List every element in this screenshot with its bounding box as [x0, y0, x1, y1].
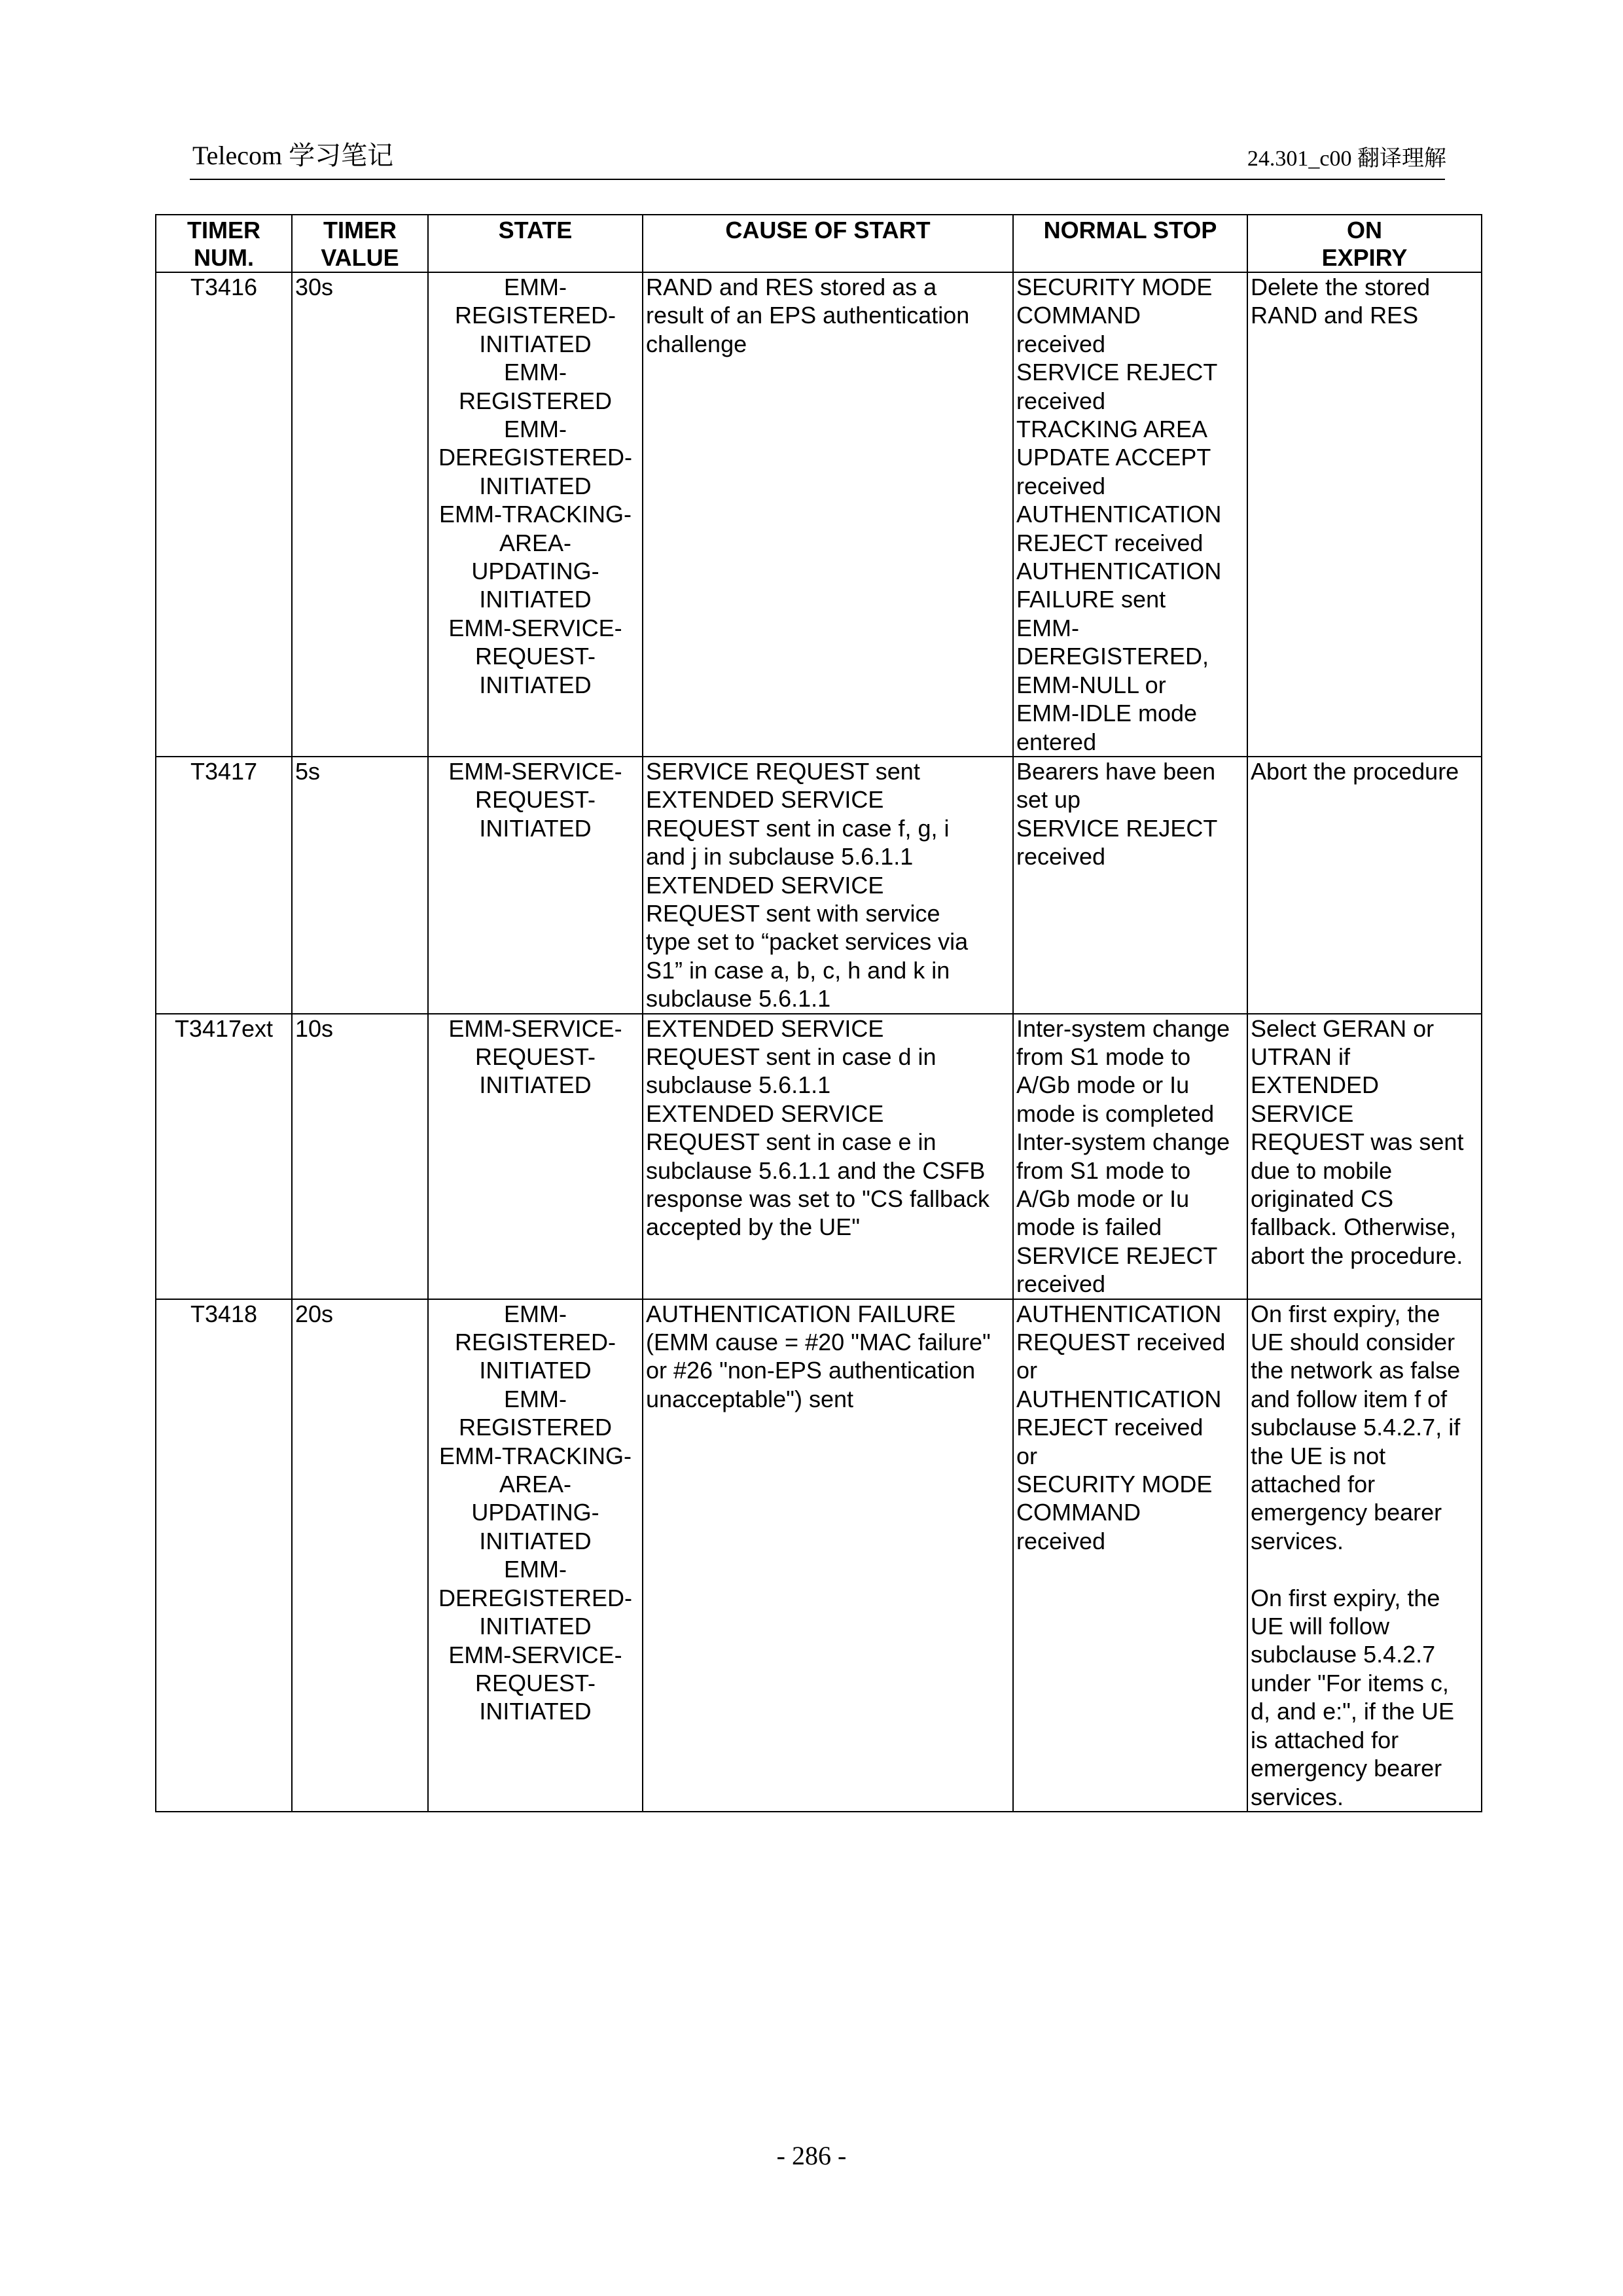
cell-line: UTRAN if [1251, 1043, 1350, 1070]
cell-line: set up [1016, 786, 1081, 814]
header-line: ON [1347, 217, 1382, 243]
cell-line: REQUEST was sent [1251, 1128, 1464, 1156]
cell-line: INITIATED [479, 1613, 592, 1640]
timer-value-header [292, 215, 428, 272]
cell-line: REJECT received [1016, 1414, 1204, 1441]
cell-line: received [1016, 1527, 1106, 1554]
cell-line: result of an EPS authentication [646, 302, 970, 329]
cell-line: received [1016, 472, 1106, 499]
cell-line: REJECT received [1016, 529, 1204, 556]
cell-line: EMM-IDLE mode [1016, 700, 1198, 727]
cell-line: UPDATE ACCEPT [1016, 444, 1211, 471]
cell-line: EXTENDED SERVICE [646, 871, 884, 899]
cell-line: from S1 mode to [1016, 1157, 1191, 1184]
cell-line: Delete the stored [1251, 274, 1431, 300]
timer-num-cell: T3417 [156, 757, 292, 1014]
cell-line: EMM- [504, 1385, 567, 1412]
cell-line: EMM-SERVICE- [448, 614, 622, 641]
cell-line: or [1016, 1442, 1038, 1469]
cell-line: REGISTERED [458, 387, 613, 414]
cell-line: services. [1251, 1783, 1344, 1810]
cell-line: under "For items c, [1251, 1669, 1449, 1696]
cell-line: emergency bearer [1251, 1755, 1442, 1782]
cell-line: REQUEST sent in case f, g, i [646, 814, 950, 842]
cell-line: Inter-system change [1016, 1128, 1230, 1156]
cell-line: INITIATED [479, 1527, 592, 1554]
cell-line: subclause 5.6.1.1 and the CSFB [646, 1157, 986, 1184]
cell-line: received [1016, 387, 1106, 414]
table-row [156, 757, 1482, 1014]
cell-line: accepted by the UE" [646, 1213, 860, 1241]
on-expiry-cell [1247, 272, 1482, 757]
cell-line: REQUEST- [474, 786, 596, 814]
normal-stop-cell [1013, 1299, 1247, 1812]
cell-line: SECURITY MODE [1016, 274, 1213, 300]
header-line: EXPIRY [1321, 244, 1408, 271]
cause-of-start-cell [643, 1299, 1013, 1812]
cell-line: REQUEST received [1016, 1329, 1226, 1356]
cell-line: EMM- [504, 359, 567, 386]
timer-value-cell: 5s [292, 757, 428, 1014]
cell-line: SERVICE REJECT [1016, 814, 1218, 842]
cell-line: EMM- [504, 1556, 567, 1583]
cell-line: EMM- [504, 1300, 567, 1327]
header-line: TIMER [187, 217, 260, 243]
cell-line: AUTHENTICATION [1016, 501, 1222, 528]
table-body [156, 272, 1482, 1812]
cell-line: AUTHENTICATION [1016, 1385, 1222, 1412]
cell-line: INITIATED [479, 671, 592, 698]
cell-line: INITIATED [479, 1071, 592, 1099]
cell-line: SERVICE [1251, 1100, 1354, 1127]
cell-line: EMM- [504, 416, 567, 443]
cell-line: REQUEST- [474, 643, 596, 670]
timer-num-cell: T3418 [156, 1299, 292, 1812]
cell-line: REGISTERED [458, 1414, 613, 1441]
cell-line: SERVICE REQUEST sent [646, 757, 920, 785]
cell-line: EMM-SERVICE- [448, 1014, 622, 1042]
cell-line: A/Gb mode or Iu [1016, 1071, 1190, 1099]
cell-line: and j in subclause 5.6.1.1 [646, 843, 914, 870]
cell-line: (EMM cause = #20 "MAC failure" [646, 1329, 991, 1356]
timer-value-cell: 30s [292, 272, 428, 757]
cell-line: or [1016, 1357, 1038, 1384]
header-line: CAUSE OF START [725, 217, 931, 243]
table-row [156, 272, 1482, 757]
header-line: NORMAL STOP [1043, 217, 1217, 243]
on-expiry-cell [1247, 757, 1482, 1014]
cell-line: entered [1016, 728, 1097, 755]
cause-of-start-header [643, 215, 1013, 272]
cell-line: and follow item f of [1251, 1385, 1448, 1412]
cause-of-start-cell [643, 757, 1013, 1014]
cell-line: received [1016, 1270, 1106, 1298]
cell-line: REQUEST- [474, 1669, 596, 1696]
cell-line: DEREGISTERED, [1016, 643, 1209, 670]
cell-line: AUTHENTICATION [1016, 1300, 1222, 1327]
cell-line: INITIATED [479, 814, 592, 842]
cell-line: INITIATED [479, 1698, 592, 1725]
state-cell [428, 757, 643, 1014]
cell-line: DEREGISTERED- [438, 444, 633, 471]
page-number: - 286 - [776, 2141, 847, 2170]
cell-line: or #26 "non-EPS authentication [646, 1357, 976, 1384]
cell-line: EXTENDED SERVICE [646, 1014, 884, 1042]
cell-line: subclause 5.4.2.7 [1251, 1641, 1436, 1668]
cell-line: RAND and RES stored as a [646, 274, 937, 300]
normal-stop-cell [1013, 1014, 1247, 1299]
timer-num-cell: T3417ext [156, 1014, 292, 1299]
table-row [156, 1014, 1482, 1299]
cell-line: SERVICE REJECT [1016, 359, 1218, 386]
table-row [156, 1299, 1482, 1812]
cell-line: RAND and RES [1251, 302, 1419, 329]
cause-of-start-cell [643, 272, 1013, 757]
cell-line: subclause 5.6.1.1 [646, 1071, 831, 1099]
cell-line: is attached for [1251, 1726, 1399, 1753]
cell-line: EMM- [504, 274, 567, 300]
cell-line: DEREGISTERED- [438, 1584, 633, 1611]
cell-line: response was set to "CS fallback [646, 1185, 990, 1212]
cell-line: mode is failed [1016, 1213, 1162, 1241]
cell-line: On first expiry, the [1251, 1300, 1440, 1327]
cell-line: EXTENDED SERVICE [646, 786, 884, 814]
timer-value-cell: 20s [292, 1299, 428, 1812]
cell-line: emergency bearer [1251, 1499, 1442, 1526]
cell-line: abort the procedure. [1251, 1242, 1463, 1269]
cell-line: the network as false [1251, 1357, 1461, 1384]
state-cell [428, 1014, 643, 1299]
cell-line: A/Gb mode or Iu [1016, 1185, 1190, 1212]
cell-line: Abort the procedure [1251, 757, 1459, 785]
cell-line: SERVICE REJECT [1016, 1242, 1218, 1269]
cell-line: INITIATED [479, 330, 592, 357]
normal-stop-cell [1013, 272, 1247, 757]
header-line: NUM. [194, 244, 254, 271]
header-title: Telecom 学习笔记 [192, 141, 394, 170]
cell-line: REGISTERED- [454, 1329, 616, 1356]
cell-line: type set to “packet services via [646, 928, 969, 956]
cell-line: On first expiry, the [1251, 1584, 1440, 1611]
cell-line: EMM-NULL or [1016, 671, 1166, 698]
state-header [428, 215, 643, 272]
cause-of-start-cell [643, 1014, 1013, 1299]
cell-line: AUTHENTICATION FAILURE [646, 1300, 956, 1327]
state-cell [428, 1299, 643, 1812]
on-expiry-header [1247, 215, 1482, 272]
header-line: TIMER [323, 217, 397, 243]
cell-line: received [1016, 330, 1106, 357]
header-line: VALUE [321, 244, 399, 271]
cell-line: REQUEST- [474, 1043, 596, 1070]
cell-line: INITIATED [479, 586, 592, 613]
cell-line: S1” in case a, b, c, h and k in [646, 956, 950, 984]
cell-line: from S1 mode to [1016, 1043, 1191, 1070]
cell-line: the UE is not [1251, 1442, 1386, 1469]
cell-line: EMM-SERVICE- [448, 1641, 622, 1668]
header-line: STATE [498, 217, 573, 243]
cell-line: AUTHENTICATION [1016, 558, 1222, 585]
cell-line: AREA- [499, 529, 572, 556]
cell-line: COMMAND [1016, 302, 1141, 329]
cell-line: UPDATING- [471, 1499, 599, 1526]
cell-line: EXTENDED [1251, 1071, 1380, 1099]
cell-line: fallback. Otherwise, [1251, 1213, 1457, 1241]
cell-line: INITIATED [479, 472, 592, 499]
cell-line: EXTENDED SERVICE [646, 1100, 884, 1127]
cell-line: EMM-SERVICE- [448, 757, 622, 785]
table-header-row [156, 215, 1482, 272]
cell-line: received [1016, 843, 1106, 870]
cell-line: EMM-TRACKING- [439, 501, 632, 528]
cell-line: subclause 5.4.2.7, if [1251, 1414, 1461, 1441]
normal-stop-header [1013, 215, 1247, 272]
timer-num-header [156, 215, 292, 272]
cell-line: UPDATING- [471, 558, 599, 585]
cell-line [1251, 1555, 1478, 1583]
timer-table [155, 214, 1482, 1812]
cell-line: Bearers have been [1016, 757, 1216, 785]
on-expiry-cell [1247, 1299, 1482, 1812]
cell-line: UE will follow [1251, 1613, 1390, 1640]
cell-line: EMM-TRACKING- [439, 1442, 632, 1469]
header-divider [190, 179, 1445, 180]
cell-line: unacceptable") sent [646, 1385, 853, 1412]
normal-stop-cell [1013, 757, 1247, 1014]
cell-line: AREA- [499, 1471, 572, 1498]
cell-line: d, and e:", if the UE [1251, 1698, 1454, 1725]
cell-line: originated CS [1251, 1185, 1394, 1212]
on-expiry-cell [1247, 1014, 1482, 1299]
cell-line: UE should consider [1251, 1329, 1455, 1356]
cell-line: COMMAND [1016, 1499, 1141, 1526]
cell-line: REQUEST sent with service [646, 899, 940, 927]
cell-line: SECURITY MODE [1016, 1471, 1213, 1498]
cell-line: Inter-system change [1016, 1014, 1230, 1042]
header-document-id: 24.301_c00 翻译理解 [1247, 147, 1446, 171]
cell-line: REGISTERED- [454, 302, 616, 329]
cell-line: FAILURE sent [1016, 586, 1166, 613]
cell-line: REQUEST sent in case e in [646, 1128, 936, 1156]
timer-value-cell: 10s [292, 1014, 428, 1299]
cell-line: challenge [646, 330, 747, 357]
cell-line: INITIATED [479, 1357, 592, 1384]
timer-num-cell: T3416 [156, 272, 292, 757]
cell-line: REQUEST sent in case d in [646, 1043, 936, 1070]
state-cell [428, 272, 643, 757]
cell-line: EMM- [1016, 614, 1079, 641]
cell-line: subclause 5.6.1.1 [646, 985, 831, 1013]
cell-line: due to mobile [1251, 1157, 1393, 1184]
cell-line: TRACKING AREA [1016, 416, 1208, 443]
cell-line: services. [1251, 1527, 1344, 1554]
cell-line: Select GERAN or [1251, 1014, 1435, 1042]
cell-line: attached for [1251, 1471, 1376, 1498]
cell-line: mode is completed [1016, 1100, 1215, 1127]
